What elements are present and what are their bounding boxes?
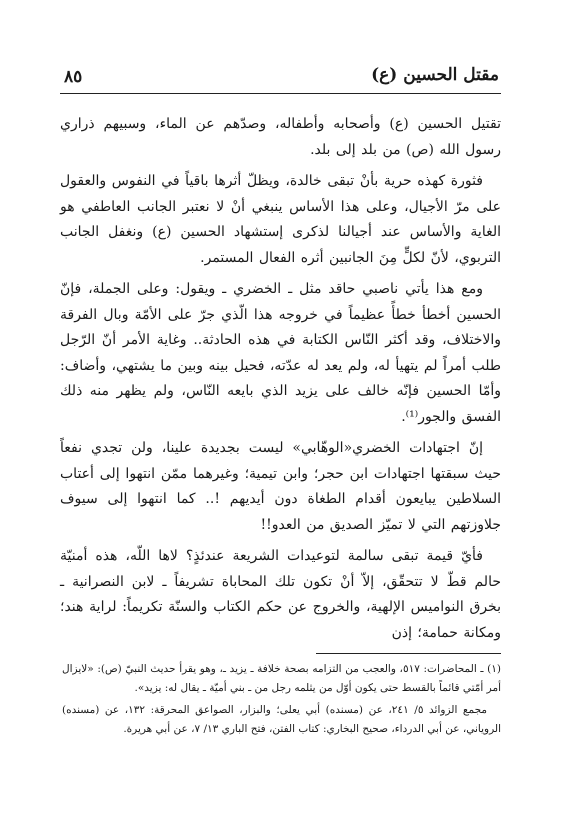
footnote-separator bbox=[316, 653, 501, 654]
footnote: (١) ـ المحاضرات: ٥١٧، والعجب من التزامه بصحة خلافة ـ يزيد ـ، وهو يقرأ حديث النبيّ (ص): «لايزال أمر أمّتي قائماً بالقسط حتى يكون أوّل من يثلمه رجل من ـ بني أميّة ـ يقال له: يزيد». bbox=[62, 663, 501, 694]
paragraph: فأيّ قيمة تبقى سالمة لتوعيدات الشريعة عندئذٍ؟ لاها اللّه، هذه أمنيّة حالم قطّ لا تتحقّق، إلاّ أنْ تكون تلك المحاباة تشريفاً ـ لابن النصرانية ـ بخرق النواميس الإلهية، والخروج عن حكم الكتاب والسنّة تكريماً: لراية هند؛ ومكانة حمامة؛ إذن bbox=[60, 548, 501, 641]
paragraph: تقتيل الحسين (ع) وأصحابه وأطفاله، وصدّهم عن الماء، وسبيهم ذراري رسول الله (ص) من بلد إلى بلد. bbox=[60, 116, 501, 158]
paragraph: ومع هذا يأتي ناصبي حاقد مثل ـ الخضري ـ ويقول: وعلى الجملة، فإنّ الحسين أخطأ خطأً عظيماً في خروجه هذا الّذي جرّ على الأمّة وبال الفرقة والاختلاف، وقد أكثر النّاس الكتابة في هذه الحادثة.. وغاية الأمر أنّ الرّجل طلب أمراً لم يتهيأ له، ولم يعد له عدّته، فحيل بينه وبين ما يشتهي، وأضاف: وأمّا الحسين فإنّه خالف على يزيد الذي بايعه النّاس، ولم يظهر منه ذلك الفسق والجور⁽¹⁾. bbox=[60, 281, 501, 425]
footnotes bbox=[62, 660, 501, 742]
main-text bbox=[60, 112, 501, 652]
running-title: مقتل الحسين (ع) bbox=[371, 65, 499, 85]
page-header bbox=[60, 63, 501, 94]
page-number: ٨٥ bbox=[64, 67, 83, 87]
paragraph: فثورة كهذه حرية بأنْ تبقى خالدة، ويظلّ أثرها باقياً في النفوس والعقول على مرّ الأجيال، وعلى هذا الأساس ينبغي أنْ لا نعتبر الجانب العاطفي هو الغاية والأساس عند أجيالنا لذكرى إستشهاد الحسين (ع) ونغفل الجانب التربوي، لأنّ لكلٍّ مِنَ الجانبين أثره الفعال المستمر. bbox=[60, 173, 501, 266]
footnote: مجمع الزوائد ٥/ ٢٤١، عن (مسنده) أبي يعلى؛ والبزار، الصواعق المحرقة: ١٣٢، عن (مسنده) الروياني، عن أبي الدرداء، صحيح البخاري: كتاب الفتن، فتح الباري ١٣/ ٧، عن أبي هريرة. bbox=[62, 704, 501, 735]
paragraph: إنّ اجتهادات الخضري«الوهّابي» ليست بجديدة علينا، ولن تجدي نفعاً حيث سبقتها اجتهادات ابن حجر؛ وابن تيمية؛ وغيرهما ممّن انتهوا إلى أعتاب السلاطين يبايعون أقدام الطغاة دون أيديهم !.. كما انتهوا إلى سيوف جلاوزتهم التي لا تميّز الصديق من العدو!! bbox=[60, 440, 501, 533]
